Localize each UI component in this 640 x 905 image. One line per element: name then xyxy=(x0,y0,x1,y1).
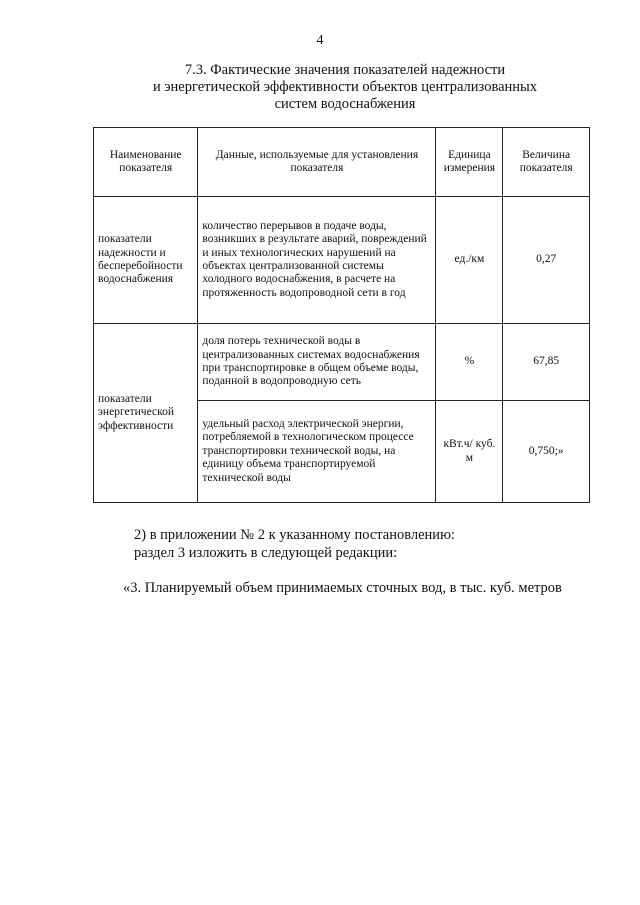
indicator-value: 0,750;» xyxy=(503,401,590,503)
section-title-line-3: систем водоснабжения xyxy=(274,96,416,112)
paragraph-amendment-line-2: раздел 3 изложить в следующей редакции: xyxy=(134,545,398,561)
indicator-value: 0,27 xyxy=(503,197,590,324)
indicators-table xyxy=(93,127,590,503)
page-number: 4 xyxy=(316,33,324,48)
header-unit: Единица измерения xyxy=(436,128,503,197)
table-row xyxy=(94,324,590,401)
header-name: Наименование показателя xyxy=(94,128,198,197)
indicator-group-name: показатели надежности и бесперебойности водоснабжения xyxy=(94,197,198,324)
indicator-data: количество перерывов в подаче воды, возникших в результате аварий, повреждений и иных технологических нарушений на объектах централизованной системы холодного водоснабжения, в расчете на протяженность водопроводной сети в год xyxy=(198,197,436,324)
table-header-row xyxy=(94,128,590,197)
paragraph-section-3-heading: «3. Планируемый объем принимаемых сточных вод, в тыс. куб. метров xyxy=(123,580,562,596)
paragraph-amendment-line-1: 2) в приложении № 2 к указанному постановлению: xyxy=(134,527,455,543)
indicator-unit: % xyxy=(436,324,503,401)
table-row xyxy=(94,197,590,324)
indicator-unit: ед./км xyxy=(436,197,503,324)
header-value: Величина показателя xyxy=(503,128,590,197)
indicator-data: доля потерь технической воды в централизованных системах водоснабжения при транспортировке в общем объеме воды, поданной в водопроводную сеть xyxy=(198,324,436,401)
section-title-line-1: 7.3. Фактические значения показателей надежности xyxy=(184,62,506,78)
indicator-data: удельный расход электрической энергии, потребляемой в технологическом процессе транспортировки технической воды, на единицу объема транспортируемой технической воды xyxy=(198,401,436,503)
section-title-line-2: и энергетической эффективности объектов централизованных xyxy=(152,79,538,95)
indicator-value: 67,85 xyxy=(503,324,590,401)
indicator-unit: кВт.ч/ куб. м xyxy=(436,401,503,503)
indicator-group-name: показатели энергетической эффективности xyxy=(94,324,198,503)
header-data: Данные, используемые для установления показателя xyxy=(198,128,436,197)
section-title xyxy=(95,62,595,113)
